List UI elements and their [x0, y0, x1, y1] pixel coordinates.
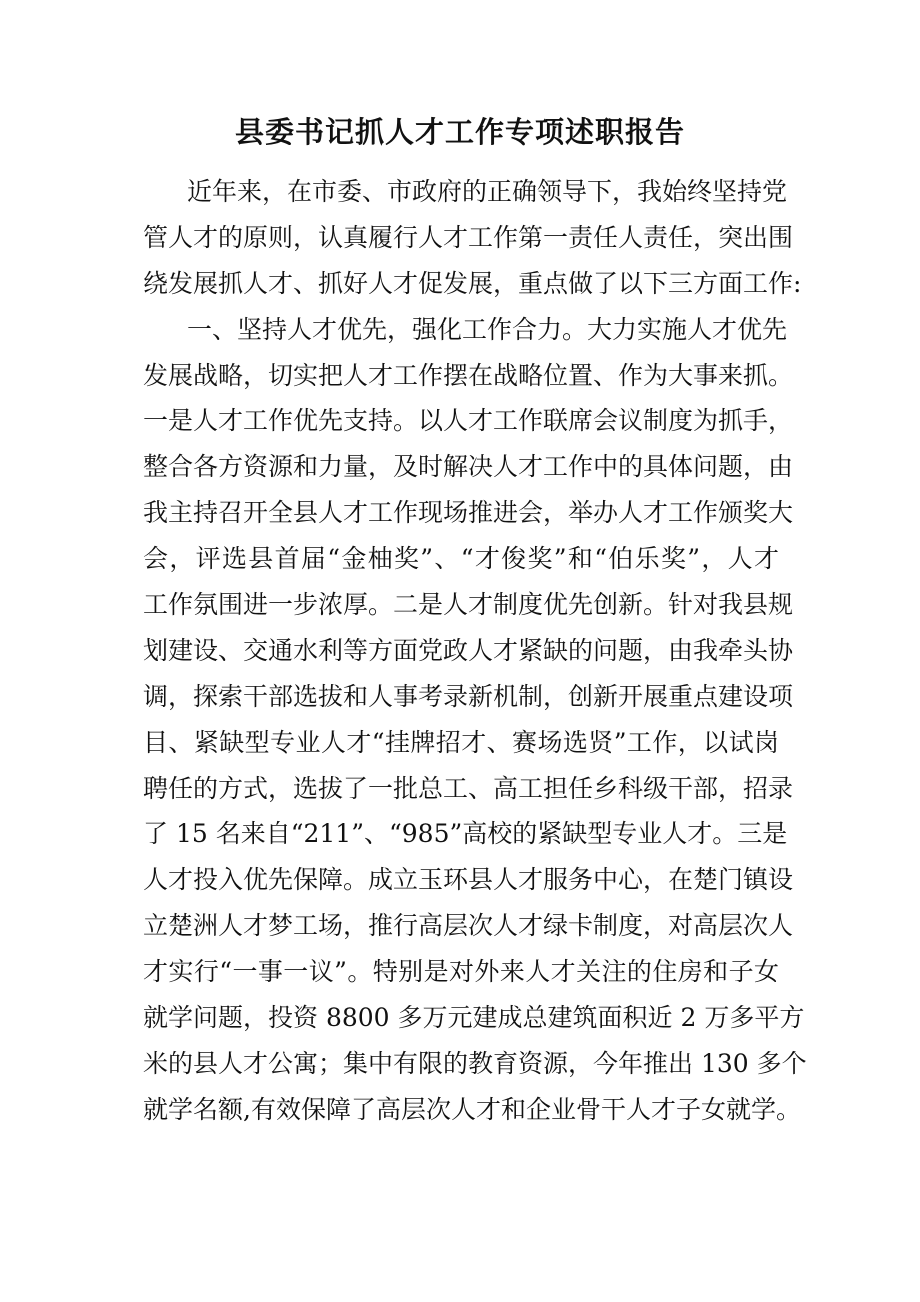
body-line: 调，探索干部选拔和人事考录新机制，创新开展重点建设项 [143, 681, 794, 711]
body-line: 划建设、交通水利等方面党政人才紧缺的问题，由我牵头协 [143, 635, 794, 665]
body-line: 人才投入优先保障。成立玉环县人才服务中心，在楚门镇设 [143, 865, 794, 895]
body-line: 米的县人才公寓；集中有限的教育资源，今年推出 130 多个 [143, 1048, 807, 1078]
body-line: 绕发展抓人才、抓好人才促发展，重点做了以下三方面工作: [143, 268, 802, 298]
body-line: 立楚洲人才梦工场，推行高层次人才绿卡制度，对高层次人 [143, 911, 794, 941]
body-line: 整合各方资源和力量，及时解决人才工作中的具体问题，由 [143, 452, 794, 482]
body-line: 就学问题，投资 8800 多万元建成总建筑面积近 2 万多平方 [143, 1003, 805, 1033]
document-body [143, 169, 807, 1133]
document-title: 县委书记抓人才工作专项述职报告 [234, 115, 685, 149]
body-line: 工作氛围进一步浓厚。二是人才制度优先创新。针对我县规 [143, 590, 794, 620]
body-line: 管人才的原则，认真履行人才工作第一责任人责任，突出围 [143, 222, 794, 252]
body-line: 一、坚持人才优先，强化工作合力。大力实施人才优先 [187, 314, 788, 344]
body-line: 了 15 名来自“211”、“985”高校的紧缺型专业人才。三是 [143, 819, 788, 849]
body-line: 目、紧缺型专业人才“挂牌招才、赛场选贤”工作，以试岗 [143, 727, 779, 757]
body-line: 会，评选县首届“金柚奖”、“才俊奖”和“伯乐奖”，人才 [143, 544, 779, 574]
body-line: 聘任的方式，选拔了一批总工、高工担任乡科级干部，招录 [143, 773, 794, 803]
body-line: 就学名额,有效保障了高层次人才和企业骨干人才子女就学。 [143, 1094, 801, 1124]
body-line: 近年来，在市委、市政府的正确领导下，我始终坚持党 [187, 177, 788, 206]
body-line: 我主持召开全县人才工作现场推进会，举办人才工作颁奖大 [143, 498, 794, 528]
body-line: 一是人才工作优先支持。以人才工作联席会议制度为抓手， [143, 406, 794, 436]
body-line: 才实行“一事一议”。特别是对外来人才关注的住房和子女 [143, 957, 779, 987]
body-line: 发展战略，切实把人才工作摆在战略位置、作为大事来抓。 [143, 360, 794, 390]
